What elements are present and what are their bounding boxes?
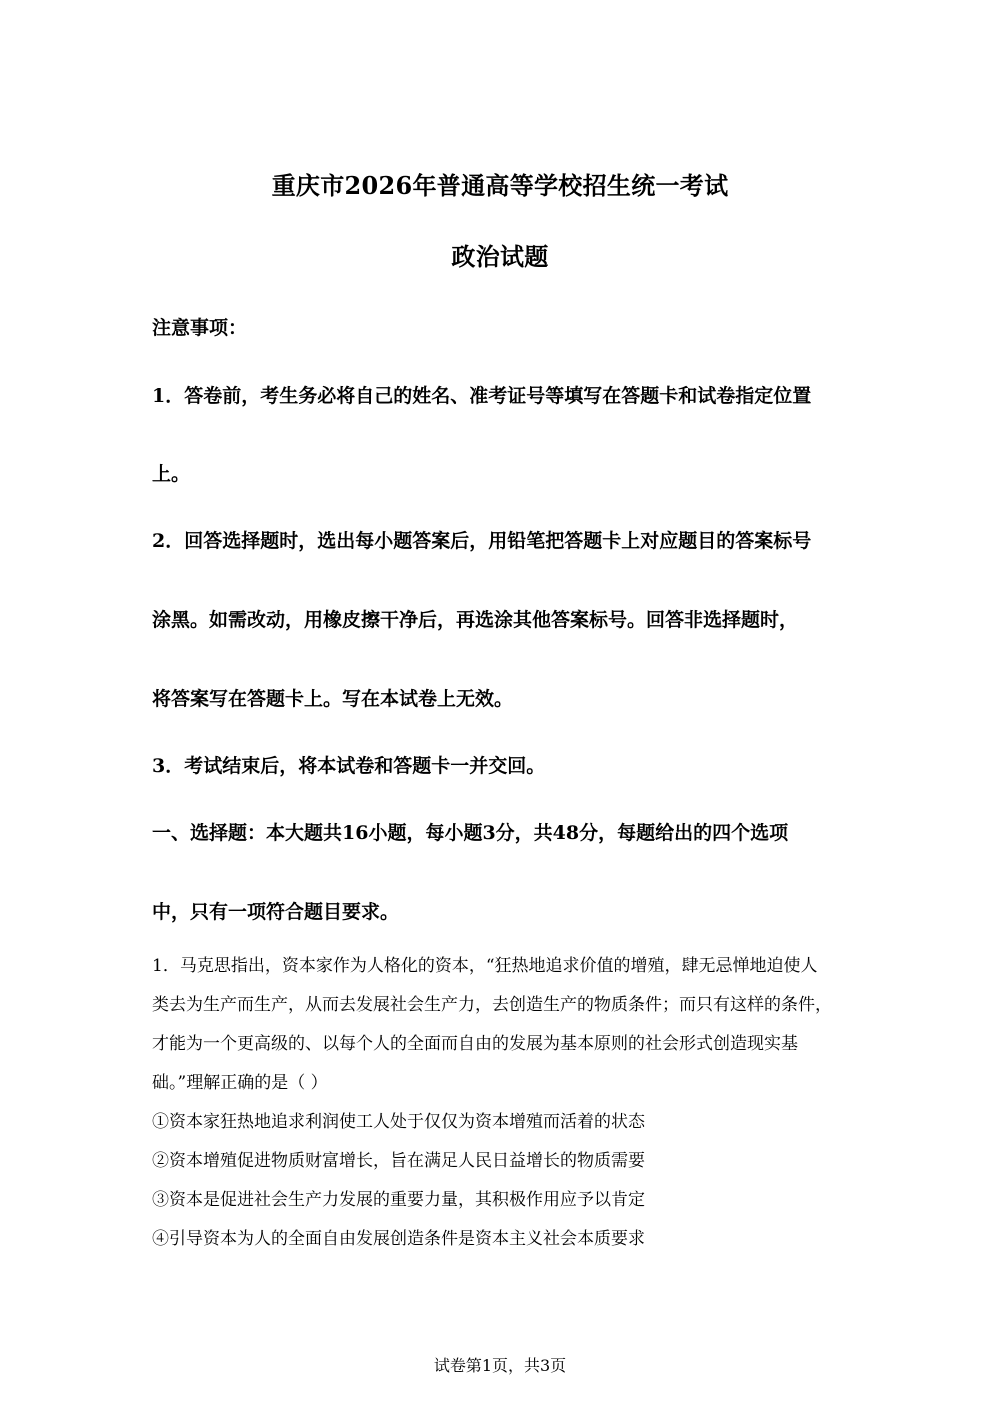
notice-heading: 注意事项： xyxy=(152,317,248,339)
notice-line: 上。 xyxy=(152,463,191,485)
question-option: ④引导资本为人的全面自由发展创造条件是资本主义社会本质要求 xyxy=(152,1229,645,1249)
exam-subject-title: 政治试题 xyxy=(451,242,549,271)
question-stem-line: 础。”理解正确的是（ ） xyxy=(152,1073,328,1093)
question-stem-line: 1．马克思指出，资本家作为人格化的资本，“狂热地追求价值的增殖，肆无忌惮地迫使人 xyxy=(152,956,818,976)
question-stem-line: 类去为生产而生产，从而去发展社会生产力，去创造生产的物质条件；而只有这样的条件， xyxy=(152,995,832,1015)
exam-title: 重庆市2026年普通高等学校招生统一考试 xyxy=(271,171,729,200)
section-instruction-line: 一、选择题：本大题共16小题，每小题3分，共48分，每题给出的四个选项 xyxy=(152,822,789,844)
notice-line: 3．考试结束后，将本试卷和答题卡一并交回。 xyxy=(152,755,546,777)
notice-line: 1．答卷前，考生务必将自己的姓名、准考证号等填写在答题卡和试卷指定位置 xyxy=(152,385,812,407)
question-option: ②资本增殖促进物质财富增长，旨在满足人民日益增长的物质需要 xyxy=(152,1151,645,1171)
question-stem-line: 才能为一个更高级的、以每个人的全面而自由的发展为基本原则的社会形式创造现实基 xyxy=(152,1034,798,1054)
notice-line: 将答案写在答题卡上。写在本试卷上无效。 xyxy=(152,688,514,710)
notice-line: 2．回答选择题时，选出每小题答案后，用铅笔把答题卡上对应题目的答案标号 xyxy=(152,530,812,552)
question-option: ③资本是促进社会生产力发展的重要力量，其积极作用应予以肯定 xyxy=(152,1190,645,1210)
notice-line: 涂黑。如需改动，用橡皮擦干净后，再选涂其他答案标号。回答非选择题时， xyxy=(152,609,799,631)
question-option: ①资本家狂热地追求利润使工人处于仅仅为资本增殖而活着的状态 xyxy=(152,1112,645,1132)
section-instruction-line: 中，只有一项符合题目要求。 xyxy=(152,901,400,923)
page-number-footer: 试卷第1页，共3页 xyxy=(433,1356,567,1375)
